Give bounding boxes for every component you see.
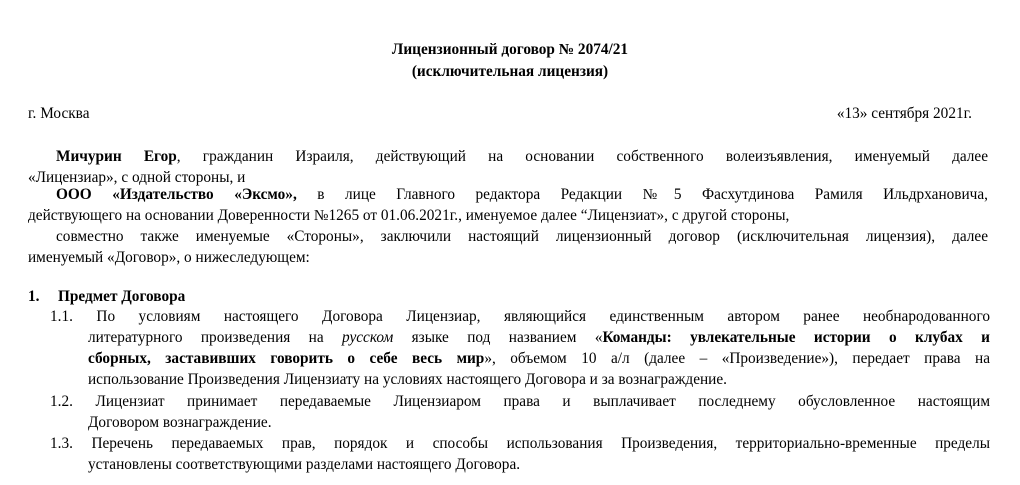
item-1-1-line1 — [50, 306, 990, 327]
item-1-1-text2-mid: языке под названием « — [393, 329, 603, 346]
item-1-1-work-title-part1: Команды: увлекательные истории о клубах и — [602, 329, 990, 346]
item-1-1-work-title-part2: сборных, заставивших говорить о себе весь мир — [88, 350, 485, 367]
item-1-2 — [50, 391, 990, 433]
item-1-1-line3 — [50, 348, 990, 369]
item-1-1-text2-pre: литературного произведения на — [88, 329, 343, 346]
party2-name: ООО «Издательство «Эксмо», — [56, 186, 297, 203]
party1-name: Мичурин Егор — [56, 148, 177, 165]
item-1-1-number: 1.1. — [50, 308, 73, 325]
party2-line1 — [28, 184, 988, 205]
section-1-title: Предмет Договора — [58, 288, 186, 305]
item-1-2-line1 — [50, 391, 990, 412]
item-1-1 — [50, 306, 990, 390]
item-1-3-text1: Перечень передаваемых прав, порядок и способы использования Произведения, территориально-временные пределы — [91, 435, 990, 452]
party2-line2: действующего на основании Доверенности №1265 от 01.06.2021г., именуемое далее “Лицензиат», с другой стороны, — [28, 207, 790, 224]
party2-paragraph — [28, 184, 988, 226]
item-1-2-line2: Договором вознаграждение. — [88, 414, 272, 431]
item-1-1-language: русском — [342, 329, 394, 346]
item-1-3-line2: установлены соответствующими разделами настоящего Договора. — [88, 456, 521, 473]
together-line2: именуемый «Договор», о нижеследующем: — [28, 249, 310, 266]
item-1-3-line1 — [50, 433, 990, 454]
item-1-2-number: 1.2. — [50, 393, 73, 410]
contract-date: «13» сентября 2021г. — [836, 105, 972, 122]
party1-line2: «Лицензиар», с одной стороны, и — [28, 169, 246, 186]
party1-paragraph — [28, 146, 988, 188]
document-title: Лицензионный договор № 2074/21 — [391, 41, 629, 58]
item-1-1-line4: использование Произведения Лицензиату на условиях настоящего Договора и за вознаграждение. — [88, 371, 727, 388]
item-1-1-line2 — [50, 327, 990, 348]
city: г. Москва — [28, 105, 90, 122]
section-1-number: 1. — [28, 288, 40, 305]
together-line1: совместно также именуемые «Стороны», заключили настоящий лицензионный договор (исключительная лицензия), далее — [56, 228, 988, 245]
together-paragraph — [28, 226, 988, 268]
item-1-3-number: 1.3. — [50, 435, 73, 452]
item-1-1-text1: По условиям настоящего Договора Лицензиар, являющийся единственным автором ранее необнародованного — [96, 308, 990, 325]
party1-rest: , гражданин Израиля, действующий на основании собственного волеизъявления, именуемый далее — [176, 148, 988, 165]
item-1-3 — [50, 433, 990, 475]
item-1-1-text3-post: », объемом 10 а/л (далее – «Произведение»), передает права на — [484, 350, 991, 367]
document-subtitle: (исключительная лицензия) — [411, 63, 609, 80]
section-1-heading — [28, 287, 185, 307]
item-1-2-text1: Лицензиат принимает передаваемые Лицензиаром права и выплачивает последнему обусловленное настоящим — [95, 393, 991, 410]
party1-line1 — [28, 146, 988, 167]
party2-rest: в лице Главного редактора Редакции №5 Фасхутдинова Рамиля Ильдрхановича, — [296, 186, 988, 203]
